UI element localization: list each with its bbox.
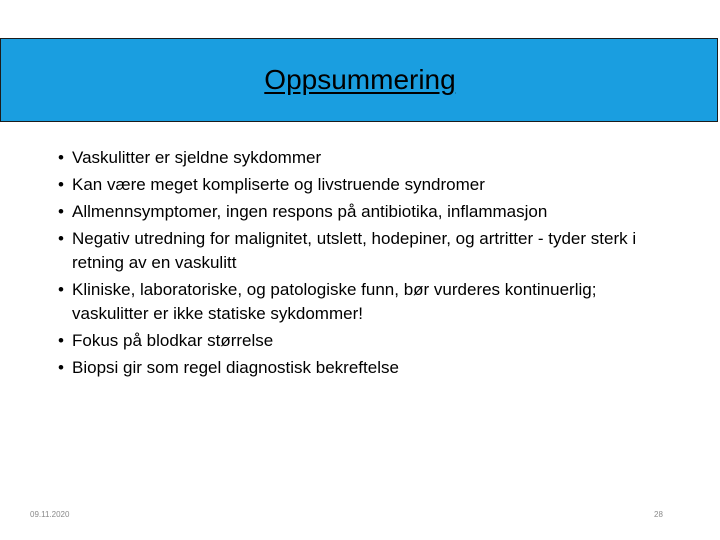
title-band [0,38,718,122]
bullet-item [58,329,658,353]
bullet-icon: • [58,331,64,350]
bullet-icon: • [58,175,64,194]
page-number: 28 [654,510,663,519]
bullet-text: Kan være meget kompliserte og livstruende syndromer [72,175,485,194]
bullet-item [58,278,658,326]
slide-title: Oppsummering [264,64,456,95]
footer-date: 09.11.2020 [30,510,70,519]
bullet-item [58,146,658,170]
bullet-text: Allmennsymptomer, ingen respons på antibiotika, inflammasjon [72,202,548,221]
bullet-text: Kliniske, laboratoriske, og patologiske funn, bør vurderes kontinuerlig; vaskulitter er ikke statiske sykdommer! [72,280,597,323]
bullet-item [58,173,658,197]
bullet-item [58,227,658,275]
bullet-text: Vaskulitter er sjeldne sykdommer [72,148,322,167]
bullet-text: Biopsi gir som regel diagnostisk bekreftelse [72,358,399,377]
bullet-item [58,200,658,224]
bullet-icon: • [58,202,64,221]
bullet-list [58,146,658,383]
bullet-icon: • [58,229,64,248]
bullet-text: Fokus på blodkar størrelse [72,331,274,350]
bullet-text: Negativ utredning for malignitet, utslett, hodepiner, og artritter - tyder sterk i retning av en vaskulitt [72,229,637,272]
bullet-icon: • [58,148,64,167]
bullet-icon: • [58,358,64,377]
bullet-icon: • [58,280,64,299]
bullet-item [58,356,658,380]
